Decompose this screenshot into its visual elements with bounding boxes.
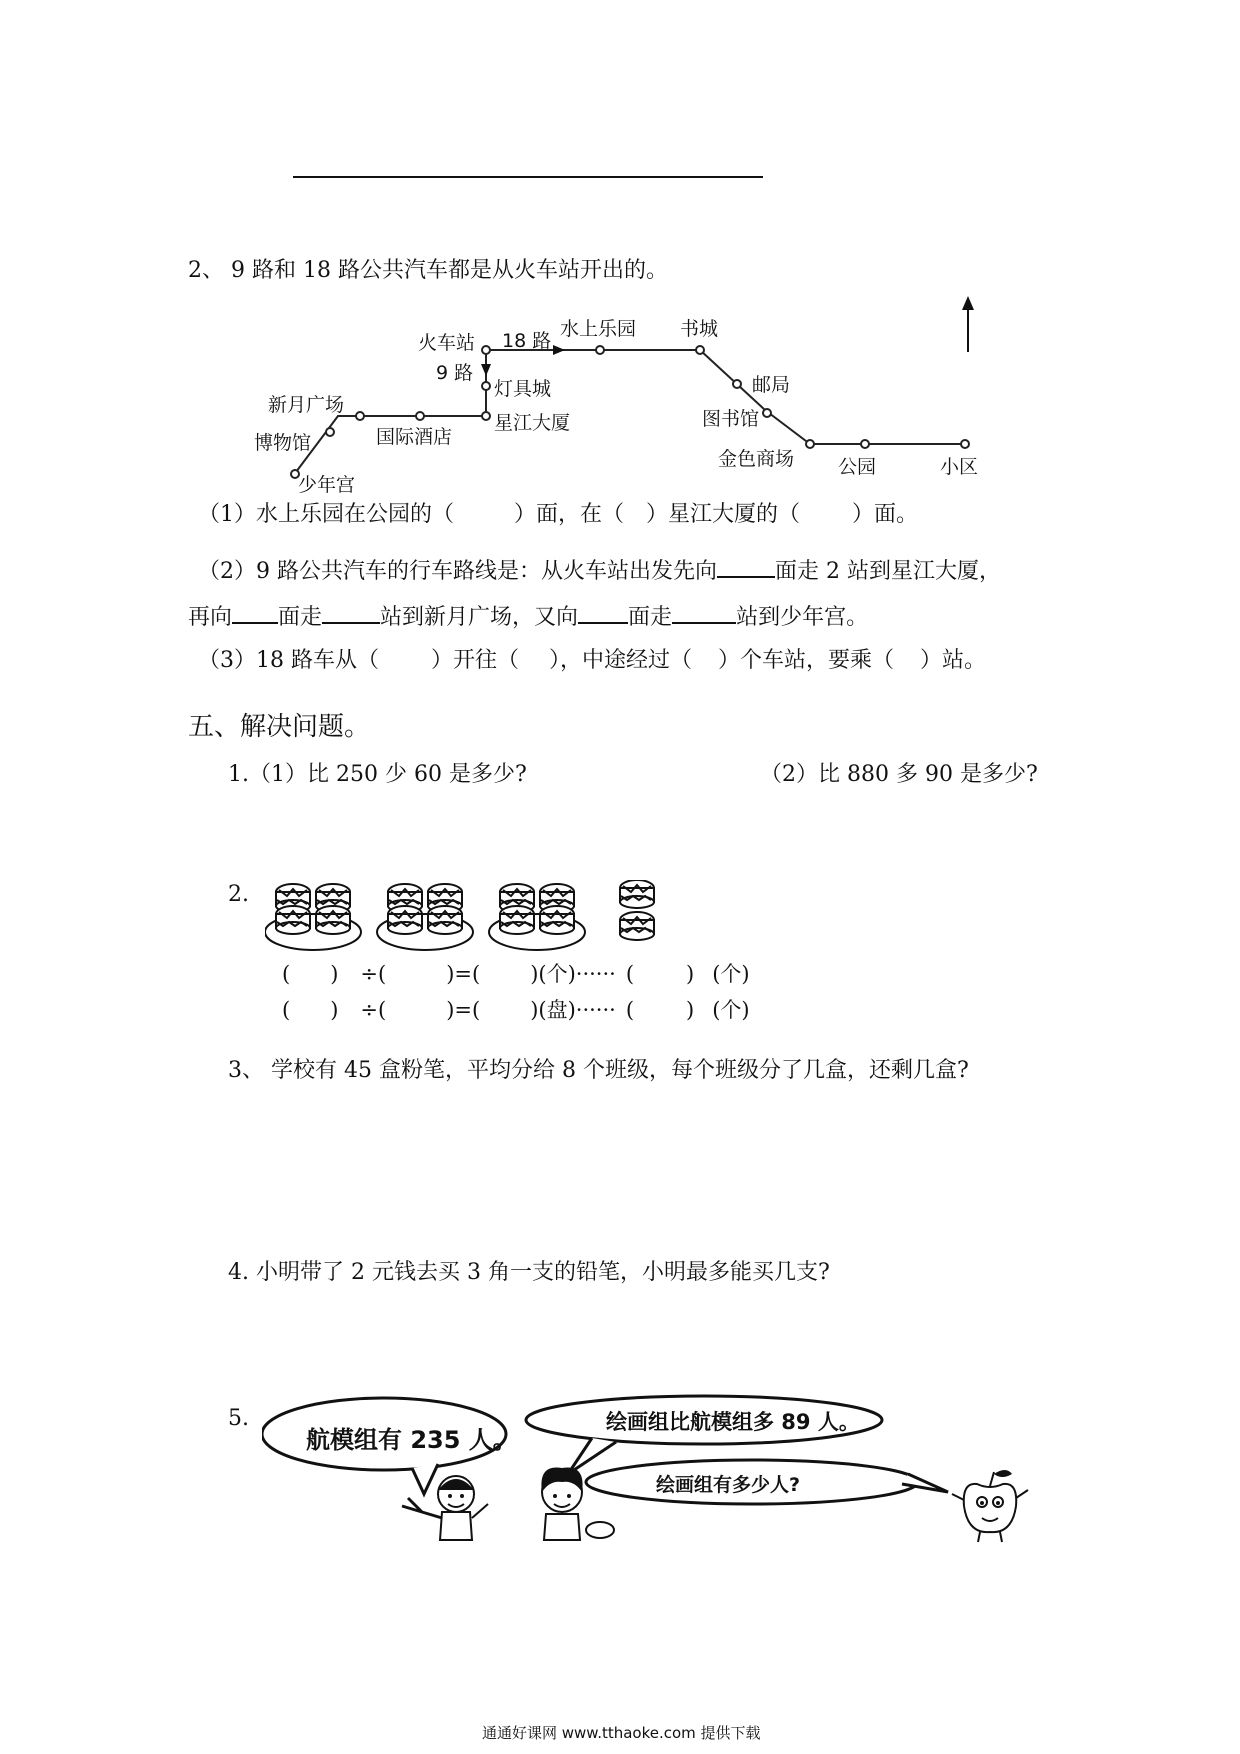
s5-q1-right: （2）比 880 多 90 是多少? (760, 762, 1038, 787)
label-xingjiang-building: 星江大厦 (494, 412, 571, 434)
apple-mascot-icon (952, 1470, 1028, 1542)
q2-part2-d: 面走 (278, 605, 323, 630)
q2-intro: 2、 9 路和 18 路公共汽车都是从火车站开出的。 (188, 258, 668, 283)
eq1-rem-unit: (个) (712, 962, 750, 986)
q2-part1-c: ）星江大厦的（ (646, 502, 801, 527)
q2-part2-line2 (188, 600, 868, 633)
footer-text: 通通好课网 www.tthaoke.com 提供下载 (482, 1724, 761, 1742)
eq1-close: ) (330, 962, 339, 986)
eq2-rem-unit: (个) (712, 998, 750, 1022)
station-dot-post-office (733, 380, 741, 388)
equation-row-1 (282, 958, 750, 988)
station-dot-water-park (596, 346, 604, 354)
plate-2-icon (377, 884, 473, 950)
label-lamp-city: 灯具城 (494, 378, 552, 400)
label-museum: 博物馆 (254, 432, 312, 454)
eq1-eq: )=( (446, 962, 481, 986)
blank-stops-1[interactable] (322, 600, 380, 624)
bubble-3-text: 绘画组有多少人? (656, 1474, 801, 1496)
label-youth-palace: 少年宫 (298, 474, 356, 496)
q2-part2-f: 面走 (628, 605, 673, 630)
eq2-unit: )(盘)······ (530, 998, 616, 1022)
q2-part1-d: ）面。 (852, 502, 919, 527)
eq2-rem-close: ) (686, 998, 695, 1022)
s5-q2-number: 2. (228, 882, 249, 907)
eq2-open: ( (282, 998, 291, 1022)
bubble-1-text: 航模组有 235 人。 (306, 1426, 517, 1454)
s5-q3: 3、 学校有 45 盒粉笔，平均分给 8 个班级，每个班级分了几盒，还剩几盒? (228, 1058, 969, 1083)
q2-part1-a: （1）水上乐园在公园的（ (198, 502, 454, 527)
route-9-arrow-icon (481, 364, 491, 376)
plate-3-icon (489, 884, 585, 950)
station-dot-museum (326, 428, 334, 436)
extra-cakes-icon (620, 880, 654, 940)
label-intl-hotel: 国际酒店 (376, 426, 453, 448)
bubble-2-text: 绘画组比航模组多 89 人。 (606, 1410, 860, 1434)
eq1-div: ÷( (360, 962, 387, 986)
station-dot-community (961, 440, 969, 448)
answer-line-top (293, 176, 763, 178)
eq2-rem-open: ( (625, 998, 635, 1022)
label-train-station: 火车站 (418, 332, 476, 354)
station-dot-book-city (696, 346, 704, 354)
q2-part1 (198, 500, 918, 530)
equation-row-2 (282, 994, 750, 1024)
q2-part3-d: ）个车站，要乘（ (718, 648, 895, 673)
station-dot-library (763, 409, 771, 417)
s5-q1-left: 1.（1）比 250 少 60 是多少? (228, 762, 527, 787)
label-park: 公园 (838, 456, 877, 478)
label-book-city: 书城 (680, 318, 719, 340)
label-golden-mall: 金色商场 (718, 448, 795, 470)
station-dot-lamp-city (482, 382, 490, 390)
station-dot-train (482, 346, 490, 354)
q2-part3 (198, 646, 986, 676)
q2-part3-c: ），中途经过（ (549, 648, 693, 673)
station-dot-park (861, 440, 869, 448)
station-dot-hotel (416, 412, 424, 420)
eq1-open: ( (282, 962, 291, 986)
blank-stops-2[interactable] (672, 600, 736, 624)
section-title: 五、解决问题。 (188, 712, 371, 742)
q2-part2-b: 面走 2 站到星江大厦， (775, 559, 1001, 584)
eq2-eq: )=( (446, 998, 481, 1022)
plate-1-icon (265, 884, 361, 950)
eq2-div: ÷( (360, 998, 387, 1022)
q2-part2-a: （2）9 路公共汽车的行车路线是：从火车站出发先向 (198, 559, 717, 584)
q2-part3-e: ）站。 (920, 648, 987, 673)
eq1-rem-open: ( (625, 962, 635, 986)
eq1-unit: )(个)······ (530, 962, 616, 986)
label-crescent-square: 新月广场 (268, 394, 345, 416)
q2-part3-a: （3）18 路车从（ (198, 648, 379, 673)
q2-part2-g: 站到少年宫。 (736, 605, 869, 630)
cake-plates-illustration (265, 880, 685, 960)
q2-part2-line1 (198, 554, 1001, 587)
station-dot-xingjiang (482, 412, 490, 420)
s5-q5-number: 5. (228, 1406, 249, 1431)
eq2-close: ) (330, 998, 339, 1022)
station-dot-golden-mall (806, 440, 814, 448)
label-post-office: 邮局 (752, 374, 791, 396)
blank-direction-2[interactable] (232, 600, 278, 624)
blank-direction-3[interactable] (578, 600, 628, 624)
s5-q4: 4. 小明带了 2 元钱去买 3 角一支的铅笔，小明最多能买几支? (228, 1260, 830, 1285)
q2-part2-c: 再向 (188, 605, 233, 630)
route-18-arrow-icon (553, 345, 565, 355)
blank-direction-1[interactable] (717, 554, 775, 578)
label-route-18: 18 路 (502, 330, 552, 352)
label-library: 图书馆 (702, 408, 760, 430)
q2-part1-b: ）面，在（ (514, 502, 625, 527)
q2-part2-e: 站到新月广场，又向 (380, 605, 579, 630)
child-1-icon (402, 1476, 488, 1540)
q2-part3-b: ）开往（ (431, 648, 520, 673)
label-route-9: 9 路 (436, 362, 474, 384)
eq1-rem-close: ) (686, 962, 695, 986)
station-dot-crescent (356, 412, 364, 420)
label-water-park: 水上乐园 (560, 318, 637, 340)
label-community: 小区 (940, 456, 979, 478)
